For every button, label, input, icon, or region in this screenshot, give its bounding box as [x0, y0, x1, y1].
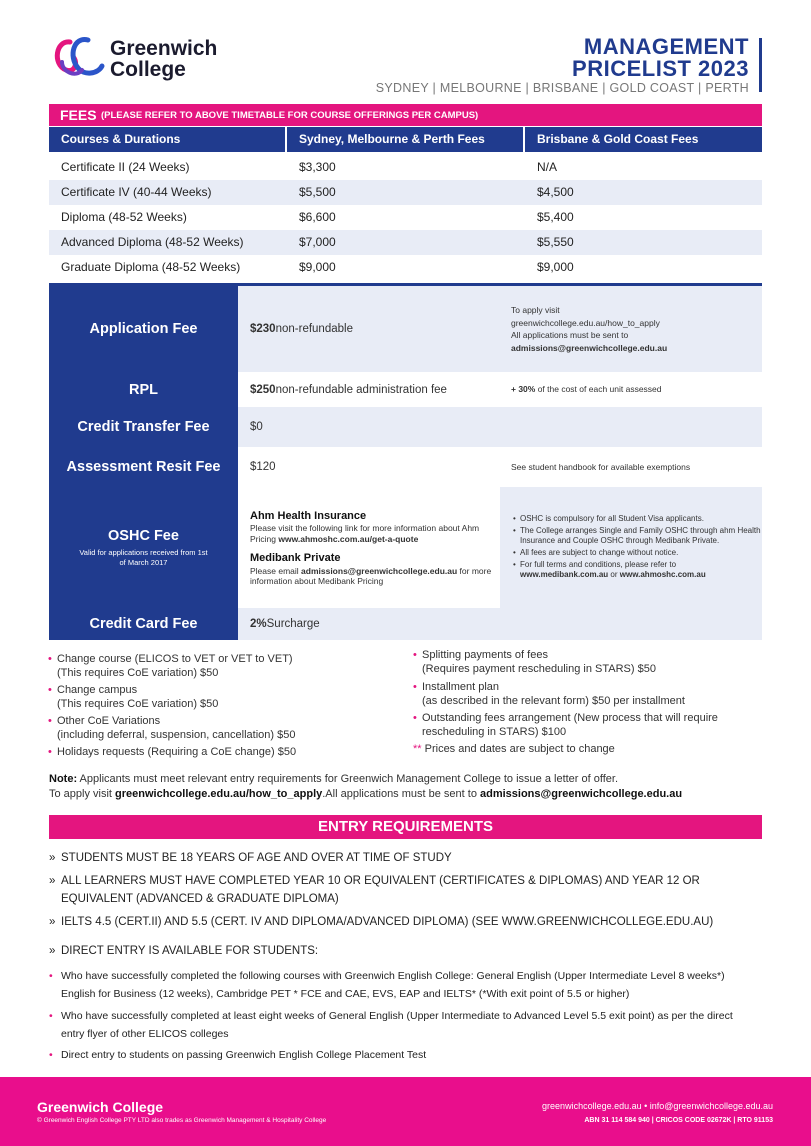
footer-copyright: © Greenwich English College PTY LTD also trades as Greenwich Management & Hospitality College [37, 1117, 327, 1124]
cities-list: SYDNEY | MELBOURNE | BRISBANE | GOLD COAST | PERTH [375, 81, 749, 95]
medibank-email-link[interactable]: admissions@greenwichcollege.edu.au [301, 565, 458, 576]
list-item: • Change course (ELICOS to VET or VET to VET) (This requires CoE variation) $50 [48, 653, 293, 679]
assessment-resit-block: Assessment Resit Fee $120 See student handbook for available exemptions [49, 447, 762, 487]
page-title: MANAGEMENT PRICELIST 2023 [572, 34, 749, 81]
list-item: • Holidays requests (Requiring a CoE change) $50 [48, 746, 297, 758]
rpl-label: RPL [129, 381, 158, 398]
fees-column-headers [49, 127, 762, 152]
list-item: • Outstanding fees arrangement (New process that will require rescheduling in STARS) $100 [413, 712, 718, 738]
credit-card-block: Credit Card Fee 2% Surcharge [49, 608, 762, 640]
credit-transfer-block: Credit Transfer Fee $0 [49, 407, 762, 447]
list-item: • Splitting payments of fees (Requires payment rescheduling in STARS) $50 [413, 649, 656, 675]
table-row: Graduate Diploma (48-52 Weeks) $9,000 $9,000 [61, 260, 574, 274]
medibank-link[interactable]: www.medibank.com.au [520, 569, 609, 579]
footer-abn: ABN 31 114 584 940 | CRICOS CODE 02672K | RTO 91153 [584, 1117, 773, 1124]
column-header: Sydney, Melbourne & Perth Fees [287, 127, 523, 152]
table-row: Advanced Diploma (48-52 Weeks) $7,000 $5,550 [49, 230, 762, 255]
admissions-email-link[interactable]: admissions@greenwichcollege.edu.au [511, 342, 668, 353]
footer-brand: Greenwich College [37, 1099, 164, 1115]
oshc-notes: • OSHC is compulsory for all Student Visa applicants. • The College arranges Single and Family OSHC through ahm Health Insurance and Couple OSHC through Medibank Private. • All fees are subject to change without notice. • For full terms and conditions, please refer to www.medibank.com.au or www.ahmoshc.com.au [511, 514, 762, 582]
logo-text: Greenwich College [110, 37, 218, 81]
ahm-quote-link[interactable]: www.ahmoshc.com.au/get-a-quote [278, 533, 419, 544]
list-item: • Installment plan (as described in the relevant form) $50 per installment [413, 681, 685, 707]
column-header: Brisbane & Gold Coast Fees [525, 127, 762, 152]
college-logo-icon [48, 34, 108, 84]
table-row: Certificate IV (40-44 Weeks) $5,500 $4,500 [49, 180, 762, 205]
apply-link[interactable]: greenwichcollege.edu.au/how_to_apply [115, 788, 323, 800]
application-fee-block: Application Fee $230 non-refundable To apply visit greenwichcollege.edu.au/how_to_apply All applications must be sent to admissions@greenwichcollege.edu.au [49, 286, 762, 372]
assessment-resit-label: Assessment Resit Fee [66, 459, 221, 475]
list-item: • Other CoE Variations (including deferral, suspension, cancellation) $50 [48, 715, 296, 741]
oshc-label: OSHC Fee [108, 527, 179, 544]
application-fee-label: Application Fee [89, 321, 198, 337]
footer-contact-links[interactable]: greenwichcollege.edu.au • info@greenwichcollege.edu.au [542, 1101, 773, 1111]
fees-heading: FEES (PLEASE REFER TO ABOVE TIMETABLE FOR COURSE OFFERINGS PER CAMPUS) [49, 104, 762, 126]
table-row: Certificate II (24 Weeks) $3,300 N/A [61, 160, 558, 174]
admissions-email[interactable]: admissions@greenwichcollege.edu.au [480, 788, 683, 800]
credit-transfer-label: Credit Transfer Fee [77, 419, 210, 435]
oshc-block: OSHC Fee Valid for applications received from 1st of March 2017 Ahm Health Insurance Please visit the following link for more information about Ahm Pricing www.ahmoshc.com.au/get-a-quote Medibank Private Please email admissions@greenwichcollege.edu.au for more information about Medibank Pricing • OSHC is compulsory for all Student Visa applicants. • The College arranges Single and Family OSHC through ahm Health Insurance and Couple OSHC through Medibank Private. • All fees are subject to change without notice. • For full terms and conditions, please refer to www.medibank.com.au or www.ahmoshc.com.au [49, 487, 762, 608]
note: Note: Applicants must meet relevant entry requirements for Greenwich Management College to issue a letter of offer. To apply visit greenwichcollege.edu.au/how_to_apply.All applications must be sent to admissions@greenwichcollege.edu.au [49, 773, 683, 800]
ahm-link[interactable]: www.ahmoshc.com.au [619, 569, 706, 579]
entry-requirements-heading: ENTRY REQUIREMENTS [49, 815, 762, 839]
list-item: • Change campus (This requires CoE variation) $50 [48, 684, 219, 710]
credit-card-label: Credit Card Fee [89, 616, 198, 632]
title-accent-bar [759, 38, 762, 92]
price-change-note: ** Prices and dates are subject to change [413, 743, 615, 755]
rpl-block: RPL $250 non-refundable administration fee + 30% of the cost of each unit assessed [49, 372, 762, 407]
table-row: Diploma (48-52 Weeks) $6,600 $5,400 [61, 210, 574, 224]
footer [0, 1077, 811, 1146]
column-header: Courses & Durations [49, 127, 285, 152]
